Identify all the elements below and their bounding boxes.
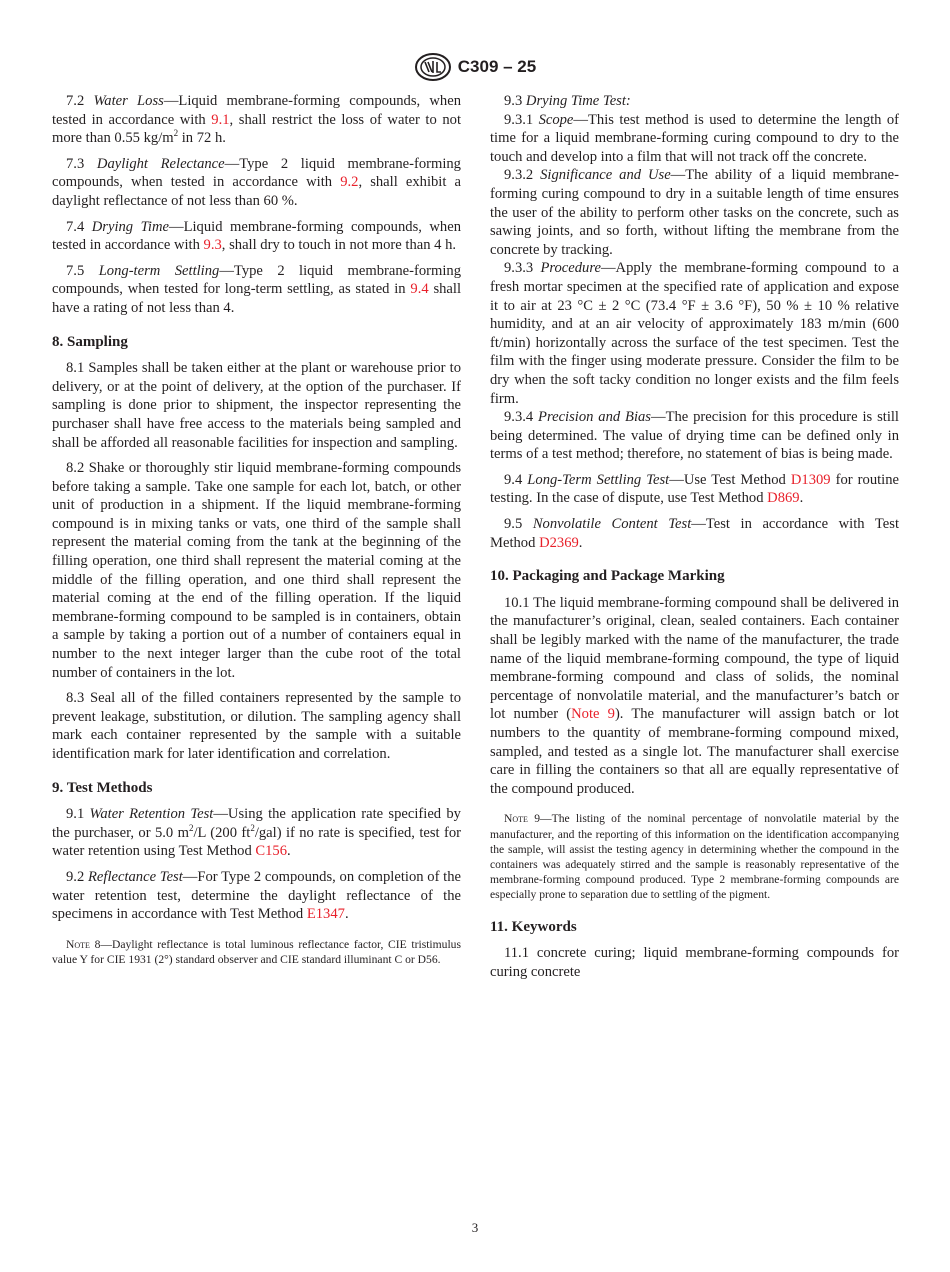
section-9-3-1: 9.3.1 Scope—This test method is used to determine the length of time for a liquid membrane-forming curing compound to dry to the touch and develop into a film that will not track off the concrete. — [490, 111, 899, 165]
section-8-1: 8.1 Samples shall be taken either at the plant or warehouse prior to delivery, or at the point of delivery, at the option of the purchaser. If sampling is done prior to shipment, the inspector representing the purchaser shall have free access to the materials being sampled and shall be afforded all reasonable facilities for inspection and sampling. — [52, 360, 461, 451]
heading-packaging: 10. Packaging and Package Marking — [490, 568, 725, 585]
section-7-5: 7.5 Long-term Settling—Type 2 liquid membrane-forming compounds, when tested for long-term settling, as stated in 9.4 shall have a rating of not less than 4. — [52, 262, 462, 316]
section-9-1: 9.1 Water Retention Test—Using the application rate specified by the purchaser, or 5.0 $m^2/L$ (200 $ft^2/gal$) if no rate is specified, test for water retention using Test Method C156. — [52, 806, 462, 860]
ref-d2369-link[interactable]: D2369 — [539, 534, 579, 551]
right-column — [490, 92, 899, 988]
ref-d869-link[interactable]: D869 — [767, 490, 800, 507]
ref-d1309-link[interactable]: D1309 — [790, 471, 831, 488]
ref-9-4-link[interactable]: 9.4 — [410, 281, 429, 298]
ref-9-1-link[interactable]: 9.1 — [211, 111, 230, 128]
left-column — [52, 92, 461, 981]
page-header — [0, 52, 950, 87]
ref-e1347-link[interactable]: E1347 — [306, 906, 345, 923]
astm-logo-icon — [414, 52, 452, 82]
page-number: 3 — [471, 1220, 479, 1235]
section-9-3: 9.3 Drying Time Test: — [504, 93, 631, 109]
section-9-3-3: 9.3.3 Procedure—Apply the membrane-forming compound to a fresh mortar specimen at the specified rate of application and expose it to air at 23 °C ± 2 °C (73.4 °F ± 3.6 °F), 50 % ± 10 % relative humidity, and at an air velocity of approximately 183 m/min (600 ft/min) horizontally across the surface of the test specimen. Test the film with the finger using moderate pressure. Consider the film to be dry when the soft tacky condition no longer exists and the film feels firm. — [490, 260, 899, 407]
section-9-3-2: 9.3.2 Significance and Use—The ability of a liquid membrane-forming curing compound to dry in a suitable length of time ensures the user of the ability to perform other tasks on the concrete, such as sawing joints, and so forth, without lifting the membrane from the concrete by tracking. — [490, 167, 899, 258]
section-7-2: 7.2 Water Loss—Liquid membrane-forming compounds, when tested in accordance with 9.1, shall restrict the loss of water to not more than 0.55 $kg/m^2$ in 72 h. — [52, 93, 462, 147]
ref-note-9-link[interactable]: Note 9 — [571, 706, 615, 723]
section-10-1: 10.1 The liquid membrane-forming compound shall be delivered in the manufacturer’s original, clean, sealed containers. Each container shall be legibly marked with the name of the manufacturer, the trade name of the liquid membrane-forming compound, the type of liquid membrane-forming compound and class of solids, the nominal percentage of nonvolatile material, and the manufacturer’s batch or lot number (Note 9). The manufacturer will assign batch or lot numbers to the quantity of membrane-forming compound mixed, sampled, and tested as a single lot. The manufacturer shall exercise care in filling the containers so that all are equally representative of the compound produced. — [490, 594, 899, 797]
section-9-5: 9.5 Nonvolatile Content Test—Test in accordance with Test Method D2369. — [490, 516, 899, 551]
document-title: C309 – 25 — [457, 57, 537, 76]
heading-sampling: 8. Sampling — [52, 333, 128, 350]
section-11-1: 11.1 concrete curing; liquid membrane-forming compounds for curing concrete — [490, 945, 899, 980]
heading-test-methods: 9. Test Methods — [52, 779, 153, 796]
note-8: Note 8—Daylight reflectance is total luminous reflectance factor, CIE tristimulus value Y for CIE 1931 (2°) standard observer and CIE standard illuminant C or D56. — [52, 937, 461, 966]
ref-9-2-link[interactable]: 9.2 — [340, 174, 359, 191]
section-7-4: 7.4 Drying Time—Liquid membrane-forming compounds, when tested in accordance with 9.3, shall dry to touch in not more than 4 h. — [52, 218, 462, 254]
ref-9-3-link[interactable]: 9.3 — [203, 237, 222, 254]
section-8-2: 8.2 Shake or thoroughly stir liquid membrane-forming compounds before taking a sample. Take one sample for each lot, batch, or other unit of production in a shipment. If the liquid membrane-forming compound is in mixing tanks or vats, one third of the sample shall represent the material coming from the tank at the beginning of the filling operation, one third shall represent the material coming at the middle of the filling operation, and one third shall represent the material coming at the end of the filling operation. If the liquid membrane-forming compound to be sampled is in containers, obtain a sample by taking a portion out of a number of containers equal in number to the next integer larger than the cube root of the total number of containers in the lot. — [52, 460, 461, 681]
heading-keywords: 11. Keywords — [490, 918, 577, 935]
section-7-3: 7.3 Daylight Relectance—Type 2 liquid membrane-forming compounds, when tested in accordance with 9.2, shall exhibit a daylight reflectance of not less than 60 %. — [52, 155, 461, 209]
section-9-2: 9.2 Reflectance Test—For Type 2 compounds, on completion of the water retention test, determine the daylight reflectance of the specimens in accordance with Test Method E1347. — [52, 868, 461, 923]
ref-c156-link[interactable]: C156 — [255, 843, 288, 860]
section-9-4: 9.4 Long-Term Settling Test—Use Test Method D1309 for routine testing. In the case of dispute, use Test Method D869. — [490, 471, 899, 507]
note-9: Note 9—The listing of the nominal percentage of nonvolatile material by the manufacturer, and the reporting of this information on the identification accompanying the sample, will assist the testing agency in determining whether the compound in the containers was adequately stirred and the sample is reasonably representative of the membrane-forming compound produced. Type 2 membrane-forming compounds are especially prone to separation due to settling of the pigment. — [490, 812, 899, 902]
section-8-3: 8.3 Seal all of the filled containers represented by the sample to prevent leakage, substitution, or dilution. The sampling agency shall mark each container represented by the sample with a suitable identification mark for later identification and correlation. — [52, 690, 461, 762]
section-9-3-4: 9.3.4 Precision and Bias—The precision for this procedure is still being determined. The value of drying time can be defined only in terms of a test method; therefore, no statement of bias is being made. — [490, 409, 899, 463]
